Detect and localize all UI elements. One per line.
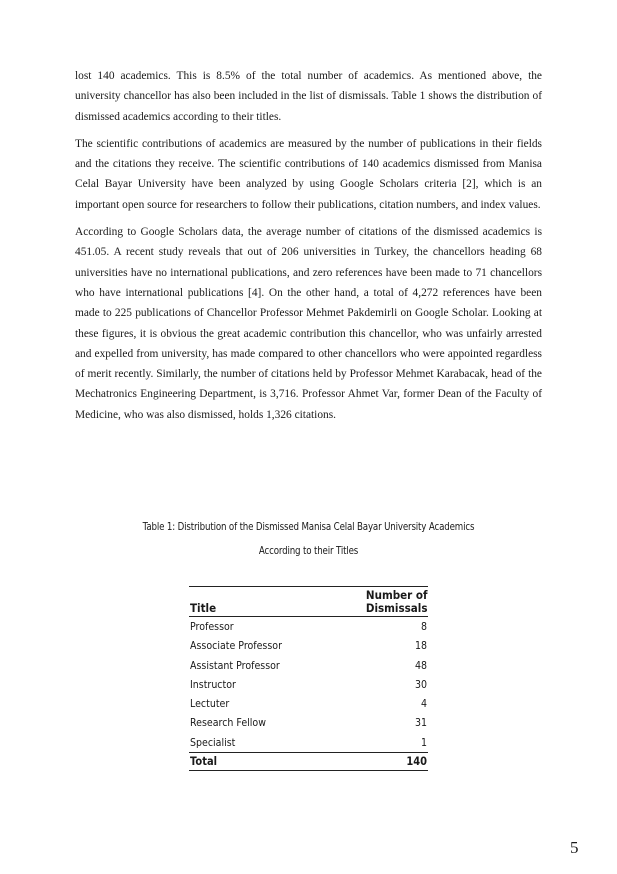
paragraph-1: lost 140 academics. This is 8.5% of the total number of academics. As mentioned above, the university chancellor has also been included in the list of dismissals. Table 1 shows the distribution of dismissed academics according to their titles. bbox=[75, 70, 542, 123]
table-row bbox=[189, 636, 428, 655]
total-label: Total bbox=[190, 754, 218, 769]
row-count-cell bbox=[334, 733, 428, 753]
row-title: Research Fellow bbox=[190, 716, 266, 730]
row-count-cell bbox=[334, 675, 428, 694]
table-caption-line-2: According to their Titles bbox=[258, 545, 359, 557]
total-count-cell bbox=[334, 753, 428, 771]
row-title: Lectuter bbox=[190, 697, 230, 711]
row-title: Instructor bbox=[190, 677, 236, 691]
table-header-row bbox=[189, 587, 428, 617]
row-title-cell bbox=[189, 617, 334, 637]
row-count: 48 bbox=[414, 658, 427, 672]
paragraph-3: According to Google Scholars data, the average number of citations of the dismissed academics is 451.05. A recent study reveals that out of 206 universities in Turkey, the chancellors heading 68 universities have no international publications, and zero references have been made to 71 chancellors who have international publications [4]. On the other hand, a total of 4,272 references have been made to 225 publications of Chancellor Professor Mehmet Pakdemirli on Google Scholar. Looking at these figures, it is obvious the great academic contribution this chancellor, who was unfairly arrested and expelled from university, has made compared to other chancellors who were appointed regardless of merit recently. Similarly, the number of citations held by Professor Mehmet Karabacak, head of the Mechatronics Engineering Department, is 3,716. Professor Ahmet Var, former Dean of the Faculty of Medicine, who was also dismissed, holds 1,326 citations. bbox=[75, 226, 542, 421]
table-row bbox=[189, 733, 428, 753]
row-count: 31 bbox=[414, 716, 427, 730]
dismissals-table bbox=[189, 586, 428, 771]
total-label-cell bbox=[189, 753, 334, 771]
dismissals-table-wrapper bbox=[189, 586, 428, 771]
table-row bbox=[189, 675, 428, 694]
table-total-row bbox=[189, 753, 428, 771]
row-count: 8 bbox=[420, 620, 427, 633]
row-count: 18 bbox=[414, 639, 427, 653]
row-count: 30 bbox=[414, 677, 427, 691]
row-title-cell bbox=[189, 636, 334, 655]
row-count-cell bbox=[334, 694, 428, 713]
table-row bbox=[189, 713, 428, 732]
row-title-cell bbox=[189, 675, 334, 694]
row-title: Assistant Professor bbox=[190, 658, 280, 672]
row-count-cell bbox=[334, 617, 428, 637]
row-title: Associate Professor bbox=[190, 639, 282, 653]
row-title-cell bbox=[189, 694, 334, 713]
header-count-line-2: Dismissals bbox=[365, 601, 427, 615]
row-count-cell bbox=[334, 713, 428, 732]
row-title: Professor bbox=[190, 620, 234, 633]
row-count-cell bbox=[334, 656, 428, 675]
table-row bbox=[189, 656, 428, 675]
row-title-cell bbox=[189, 656, 334, 675]
row-title-cell bbox=[189, 733, 334, 753]
row-count-cell bbox=[334, 636, 428, 655]
page-number: 5 bbox=[570, 838, 579, 857]
header-count bbox=[334, 587, 428, 617]
body-text bbox=[75, 66, 542, 432]
row-count: 1 bbox=[420, 735, 427, 749]
header-title bbox=[189, 587, 334, 617]
row-count: 4 bbox=[420, 697, 427, 711]
row-title-cell bbox=[189, 713, 334, 732]
header-count-line-1: Number of bbox=[365, 588, 427, 602]
paragraph-2: The scientific contributions of academics are measured by the number of publications in their fields and the citations they receive. The scientific contributions of 140 academics dismissed from Manisa Celal Bayar University have been analyzed by using Google Scholars criteria [2], which is an important open source for researchers to follow their publications, citation numbers, and index values. bbox=[75, 137, 542, 211]
table-row bbox=[189, 617, 428, 637]
header-count-label bbox=[365, 589, 427, 615]
table-caption bbox=[117, 515, 500, 563]
table-caption-line-1: Table 1: Distribution of the Dismissed Manisa Celal Bayar University Academics bbox=[142, 521, 475, 533]
table-row bbox=[189, 694, 428, 713]
total-count: 140 bbox=[406, 754, 427, 769]
header-title-label: Title bbox=[190, 601, 217, 615]
row-title: Specialist bbox=[190, 735, 236, 749]
